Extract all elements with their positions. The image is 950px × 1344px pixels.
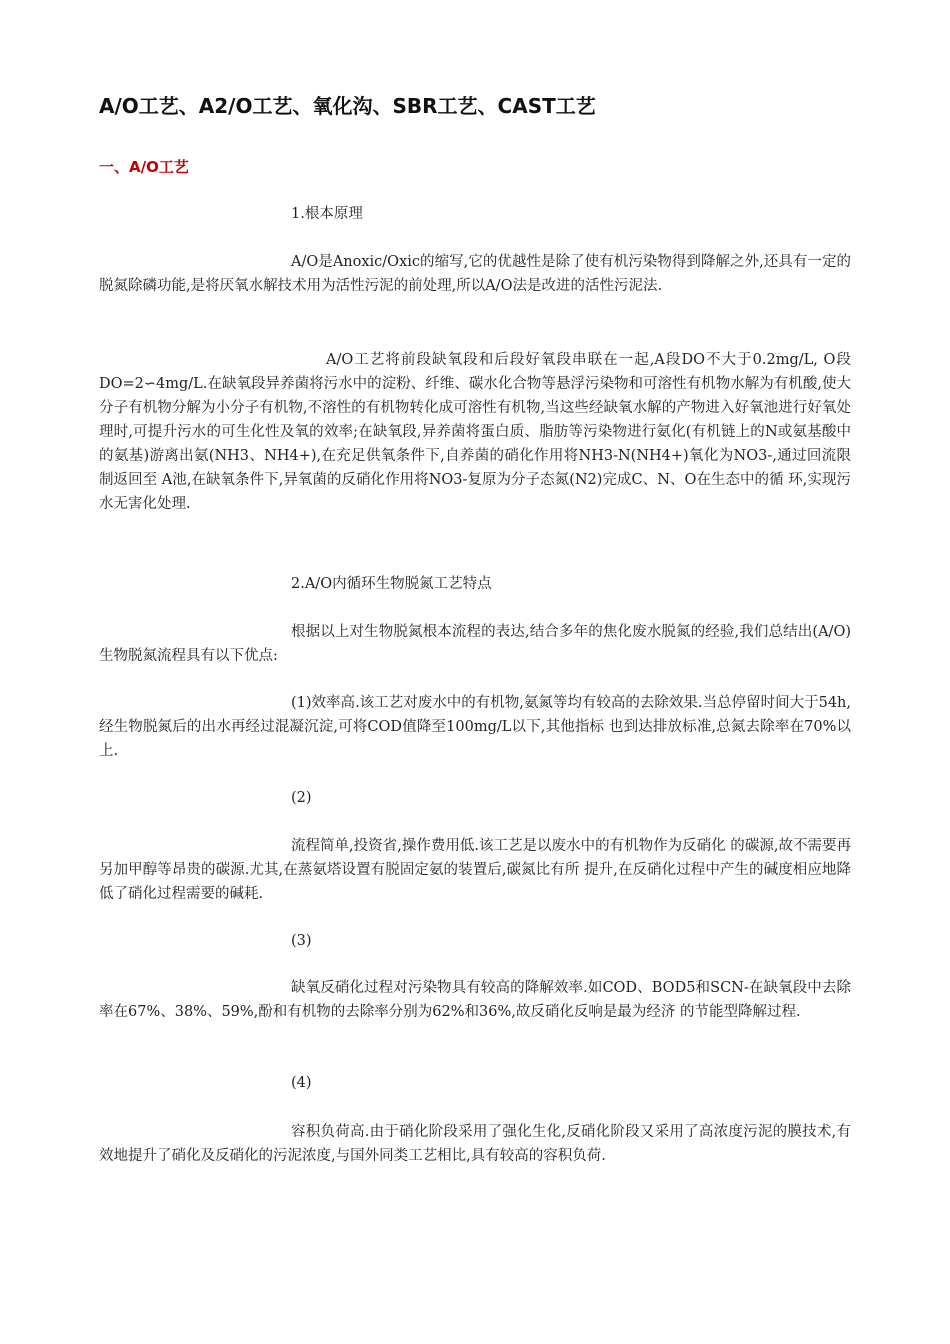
paragraph-point-1: (1)效率高.该工艺对废水中的有机物,氨氮等均有较高的去除效果.当总停留时间大于54h,经生物脱氮后的出水再经过混凝沉淀,可将COD值降至100mg/L以下,其他指标 也到达排放标准,总氮去除率在70%以上. xyxy=(99,695,851,759)
paragraph-point-4: 容积负荷高.由于硝化阶段采用了强化生化,反硝化阶段又采用了高浓度污泥的膜技术,有效地提升了硝化及反硝化的污泥浓度,与国外同类工艺相比,具有较高的容积负荷. xyxy=(99,1124,851,1164)
document-title: A/O工艺、A2/O工艺、氧化沟、SBR工艺、CAST工艺 xyxy=(99,94,596,118)
subheading-basic-principle: 1.根本原理 xyxy=(291,206,363,222)
paragraph-summary: 根据以上对生物脱氮根本流程的表达,结合多年的焦化废水脱氮的经验,我们总结出(A/O)生物脱氮流程具有以下优点: xyxy=(99,624,851,664)
paragraph-ao-process: A/O工艺将前段缺氧段和后段好氧段串联在一起,A段DO不大于0.2mg/L, O段DO=2∽4mg/L.在缺氧段异养菌将污水中的淀粉、纤维、碳水化合物等悬浮污染物和可溶性有机物水解为有机酸,使大分子有机物分解为小分子有机物,不溶性的有机物转化成可溶性有机物,当这些经缺氧水解的产物进入好氧池进行好氧处理时,可提升污水的可生化性及氧的效率;在缺氧段,异养菌将蛋白质、脂肪等污染物进行氨化(有机链上的N或氨基酸中的氨基)游离出氨(NH3、NH4+),在充足供氧条件下,自养菌的硝化作用将NH3-N(NH4+)氧化为NO3-,通过回流限制返回至 A池,在缺氧条件下,异氧菌的反硝化作用将NO3-复原为分子态氮(N2)完成C、N、O在生态中的循 环,实现污水无害化处理. xyxy=(99,352,851,512)
paragraph-point-2: 流程简单,投资省,操作费用低.该工艺是以废水中的有机物作为反硝化 的碳源,故不需要再另加甲醇等昂贵的碳源.尤其,在蒸氨塔设置有脱固定氨的装置后,碳氮比有所 提升,在反硝化过程中产生的碱度相应地降低了硝化过程需要的碱耗. xyxy=(99,838,851,902)
paragraph-ao-definition: A/O是Anoxic/Oxic的缩写,它的优越性是除了使有机污染物得到降解之外,还具有一定的脱氮除磷功能,是将厌氧水解技术用为活性污泥的前处理,所以A/O法是改进的活性污泥法. xyxy=(99,254,851,294)
point-4-number: (4) xyxy=(291,1075,312,1091)
point-3-number: (3) xyxy=(291,933,312,949)
subheading-features: 2.A/O内循环生物脱氮工艺特点 xyxy=(291,576,492,592)
point-2-number: (2) xyxy=(291,790,312,806)
paragraph-point-3: 缺氧反硝化过程对污染物具有较高的降解效率.如COD、BOD5和SCN-在缺氧段中去除率在67%、38%、59%,酚和有机物的去除率分别为62%和36%,故反硝化反响是最为经济 的节能型降解过程. xyxy=(99,980,851,1020)
section-heading-ao: 一、A/O工艺 xyxy=(99,158,189,176)
